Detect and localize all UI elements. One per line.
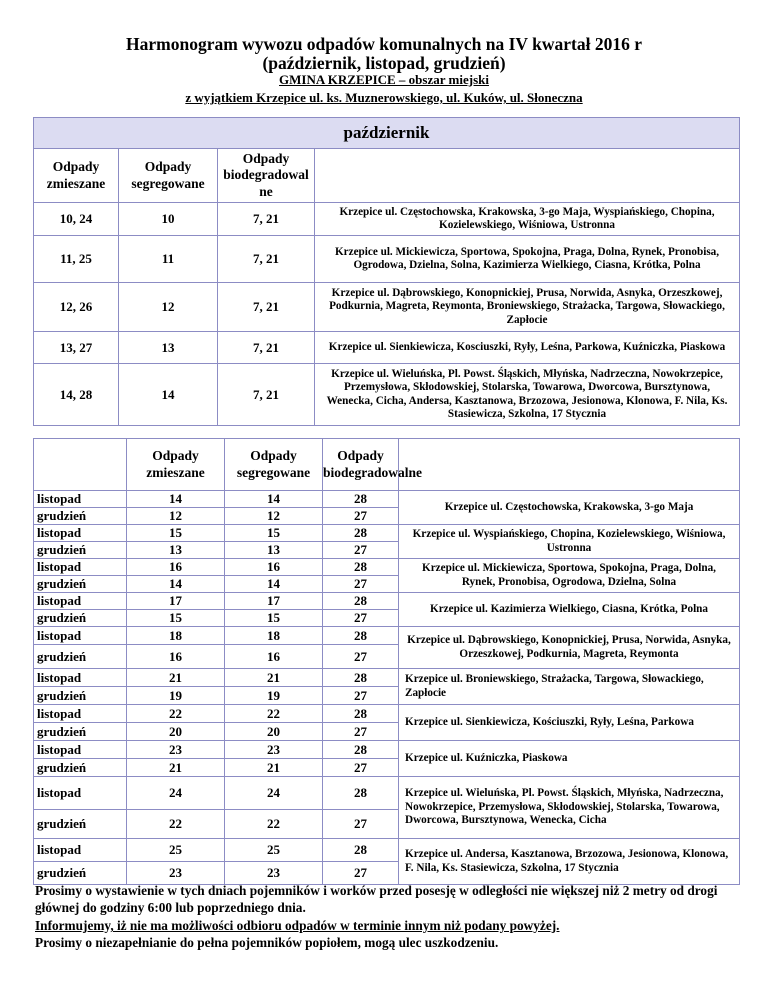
novdec-row	[34, 525, 740, 542]
novdec-bio-day: 28	[323, 839, 399, 862]
row-month-label: listopad	[34, 741, 127, 759]
october-mixed-dates: 11, 25	[34, 236, 119, 283]
novdec-segregated-day: 21	[225, 669, 323, 687]
novdec-mixed-day: 25	[127, 839, 225, 862]
novdec-segregated-day: 22	[225, 705, 323, 723]
novdec-bio-day: 27	[323, 687, 399, 705]
row-month-label: listopad	[34, 559, 127, 576]
october-segregated-dates: 11	[119, 236, 218, 283]
novdec-streets: Krzepice ul. Broniewskiego, Strażacka, Targowa, Słowackiego, Zapłocie	[399, 669, 740, 705]
row-month-label: listopad	[34, 525, 127, 542]
row-month-label: listopad	[34, 705, 127, 723]
novdec-segregated-day: 15	[225, 525, 323, 542]
novdec-bio-day: 27	[323, 810, 399, 839]
col-header-bio: Odpady biodegradowalne	[323, 439, 399, 491]
novdec-bio-day: 27	[323, 723, 399, 741]
row-month-label: listopad	[34, 491, 127, 508]
novdec-bio-day: 27	[323, 759, 399, 777]
october-mixed-dates: 10, 24	[34, 203, 119, 236]
col-header-bio-part: biodegradowal	[223, 167, 309, 183]
novdec-bio-day: 28	[323, 491, 399, 508]
novdec-mixed-day: 21	[127, 759, 225, 777]
novdec-segregated-day: 15	[225, 610, 323, 627]
novdec-row	[34, 705, 740, 723]
row-month-label: grudzień	[34, 542, 127, 559]
col-header-month-empty	[34, 439, 127, 491]
novdec-segregated-day: 23	[225, 862, 323, 885]
col-header-segregated: Odpady segregowane	[119, 149, 218, 203]
novdec-streets: Krzepice ul. Kuźniczka, Piaskowa	[399, 741, 740, 777]
row-month-label: grudzień	[34, 576, 127, 593]
novdec-bio-day: 27	[323, 862, 399, 885]
novdec-streets: Krzepice ul. Dąbrowskiego, Konopnickiej, Prusa, Norwida, Asnyka, Orzeszkowej, Podkurnia, Magreta, Reymonta	[399, 627, 740, 669]
october-schedule-table	[33, 117, 740, 426]
october-streets: Krzepice ul. Sienkiewicza, Kosciuszki, Ryły, Leśna, Parkowa, Kuźniczka, Piaskowa	[315, 332, 740, 364]
row-month-label: listopad	[34, 839, 127, 862]
novdec-segregated-day: 16	[225, 645, 323, 669]
novdec-segregated-day: 14	[225, 576, 323, 593]
novdec-row	[34, 559, 740, 576]
novdec-bio-day: 28	[323, 525, 399, 542]
novdec-row	[34, 491, 740, 508]
novdec-bio-day: 28	[323, 559, 399, 576]
footer-warning: Prosimy o niezapełnianie do pełna pojemników popiołem, mogą ulec uszkodzeniu.	[35, 935, 499, 950]
novdec-bio-day: 28	[323, 669, 399, 687]
novdec-segregated-day: 22	[225, 810, 323, 839]
col-header-streets-empty	[315, 149, 740, 203]
row-month-label: grudzień	[34, 610, 127, 627]
row-month-label: listopad	[34, 627, 127, 645]
novdec-segregated-day: 24	[225, 777, 323, 810]
row-month-label: grudzień	[34, 810, 127, 839]
novdec-segregated-day: 17	[225, 593, 323, 610]
novdec-segregated-day: 18	[225, 627, 323, 645]
row-month-label: grudzień	[34, 759, 127, 777]
novdec-bio-day: 28	[323, 705, 399, 723]
october-mixed-dates: 13, 27	[34, 332, 119, 364]
row-month-label: listopad	[34, 669, 127, 687]
novdec-schedule-table	[33, 438, 740, 885]
novdec-row	[34, 669, 740, 687]
novdec-mixed-day: 22	[127, 705, 225, 723]
col-header-bio	[218, 149, 315, 203]
novdec-segregated-day: 25	[225, 839, 323, 862]
novdec-mixed-day: 15	[127, 610, 225, 627]
row-month-label: grudzień	[34, 723, 127, 741]
footer-information: Informujemy, iż nie ma możliwości odbioru odpadów w terminie innym niż podany powyżej.	[35, 918, 560, 933]
october-streets: Krzepice ul. Częstochowska, Krakowska, 3-go Maja, Wyspiańskiego, Chopina, Kozielewskiego, Wiśniowa, Ustronna	[315, 203, 740, 236]
novdec-streets: Krzepice ul. Mickiewicza, Sportowa, Spokojna, Praga, Dolna, Rynek, Pronobisa, Ogrodowa, Dzielna, Solna	[399, 559, 740, 593]
col-header-bio-part: ne	[259, 183, 273, 199]
novdec-segregated-day: 20	[225, 723, 323, 741]
october-streets: Krzepice ul. Wieluńska, Pl. Powst. Śląskich, Młyńska, Nadrzeczna, Nowokrzepice, Przemysłowa, Skłodowskiej, Stolarska, Towarowa, Dworcowa, Bursztynowa, Wenecka, Cicha, Andersa, Kasztanowa, Brzozowa, Jesionowa, Klonowa, F. Nila, Ks. Stasiewicza, Szkolna, 17 Stycznia	[315, 364, 740, 426]
novdec-row	[34, 777, 740, 810]
row-month-label: grudzień	[34, 508, 127, 525]
novdec-streets: Krzepice ul. Sienkiewicza, Kościuszki, Ryły, Leśna, Parkowa	[399, 705, 740, 741]
novdec-mixed-day: 20	[127, 723, 225, 741]
page-subtitle: (październik, listopad, grudzień)	[262, 53, 506, 73]
october-bio-dates: 7, 21	[218, 364, 315, 426]
row-month-label: grudzień	[34, 687, 127, 705]
novdec-row	[34, 593, 740, 610]
novdec-mixed-day: 17	[127, 593, 225, 610]
october-bio-dates: 7, 21	[218, 203, 315, 236]
october-bio-dates: 7, 21	[218, 236, 315, 283]
october-bio-dates: 7, 21	[218, 332, 315, 364]
row-month-label: listopad	[34, 777, 127, 810]
novdec-mixed-day: 15	[127, 525, 225, 542]
novdec-streets: Krzepice ul. Częstochowska, Krakowska, 3-go Maja	[399, 491, 740, 525]
novdec-bio-day: 27	[323, 610, 399, 627]
novdec-bio-day: 27	[323, 645, 399, 669]
october-mixed-dates: 12, 26	[34, 283, 119, 332]
novdec-streets: Krzepice ul. Kazimierza Wielkiego, Ciasna, Krótka, Polna	[399, 593, 740, 627]
col-header-mixed: Odpady zmieszane	[127, 439, 225, 491]
novdec-bio-day: 27	[323, 576, 399, 593]
october-row	[34, 283, 740, 332]
october-mixed-dates: 14, 28	[34, 364, 119, 426]
row-month-label: grudzień	[34, 862, 127, 885]
october-segregated-dates: 10	[119, 203, 218, 236]
row-month-label: listopad	[34, 593, 127, 610]
novdec-streets: Krzepice ul. Andersa, Kasztanowa, Brzozowa, Jesionowa, Klonowa, F. Nila, Ks. Stasiewicza, Szkolna, 17 Stycznia	[399, 839, 740, 885]
novdec-row	[34, 741, 740, 759]
october-bio-dates: 7, 21	[218, 283, 315, 332]
novdec-bio-day: 27	[323, 508, 399, 525]
october-month-header: październik	[34, 118, 740, 149]
novdec-streets: Krzepice ul. Wieluńska, Pl. Powst. Śląskich, Młyńska, Nadrzeczna, Nowokrzepice, Przemysłowa, Skłodowskiej, Stolarska, Towarowa, Dworcowa, Bursztynowa, Wenecka, Cicha	[399, 777, 740, 839]
october-segregated-dates: 14	[119, 364, 218, 426]
october-row	[34, 236, 740, 283]
novdec-mixed-day: 18	[127, 627, 225, 645]
october-streets: Krzepice ul. Mickiewicza, Sportowa, Spokojna, Praga, Dolna, Rynek, Pronobisa, Ogrodowa, Dzielna, Solna, Kazimierza Wielkiego, Ciasna, Krótka, Polna	[315, 236, 740, 283]
october-segregated-dates: 13	[119, 332, 218, 364]
novdec-segregated-day: 14	[225, 491, 323, 508]
october-segregated-dates: 12	[119, 283, 218, 332]
gmina-label: GMINA KRZEPICE – obszar miejski	[279, 72, 489, 87]
novdec-segregated-day: 19	[225, 687, 323, 705]
col-header-mixed: Odpady zmieszane	[34, 149, 119, 203]
october-row	[34, 203, 740, 236]
novdec-mixed-day: 16	[127, 645, 225, 669]
page-title: Harmonogram wywozu odpadów komunalnych na IV kwartał 2016 r	[126, 34, 642, 54]
col-header-bio-part: Odpady	[242, 151, 290, 167]
novdec-mixed-day: 14	[127, 491, 225, 508]
novdec-mixed-day: 19	[127, 687, 225, 705]
novdec-bio-day: 28	[323, 741, 399, 759]
novdec-bio-day: 28	[323, 593, 399, 610]
novdec-mixed-day: 23	[127, 862, 225, 885]
novdec-segregated-day: 21	[225, 759, 323, 777]
exception-note: z wyjątkiem Krzepice ul. ks. Muznerowskiego, ul. Kuków, ul. Słoneczna	[185, 90, 583, 105]
novdec-row	[34, 839, 740, 862]
novdec-segregated-day: 12	[225, 508, 323, 525]
row-month-label: grudzień	[34, 645, 127, 669]
novdec-mixed-day: 23	[127, 741, 225, 759]
novdec-segregated-day: 16	[225, 559, 323, 576]
novdec-mixed-day: 21	[127, 669, 225, 687]
col-header-streets-empty	[399, 439, 740, 491]
novdec-mixed-day: 12	[127, 508, 225, 525]
novdec-row	[34, 627, 740, 645]
novdec-mixed-day: 16	[127, 559, 225, 576]
footer-notice: Prosimy o wystawienie w tych dniach pojemników i worków przed posesję w odległości nie większej niż 2 metry od drogi głównej do godziny 6:00 lub poprzedniego dnia.	[35, 883, 718, 915]
novdec-bio-day: 28	[323, 627, 399, 645]
novdec-mixed-day: 22	[127, 810, 225, 839]
novdec-segregated-day: 23	[225, 741, 323, 759]
october-row	[34, 332, 740, 364]
novdec-mixed-day: 24	[127, 777, 225, 810]
novdec-bio-day: 27	[323, 542, 399, 559]
novdec-bio-day: 28	[323, 777, 399, 810]
col-header-segregated: Odpady segregowane	[225, 439, 323, 491]
october-row	[34, 364, 740, 426]
novdec-mixed-day: 13	[127, 542, 225, 559]
novdec-mixed-day: 14	[127, 576, 225, 593]
novdec-segregated-day: 13	[225, 542, 323, 559]
october-streets: Krzepice ul. Dąbrowskiego, Konopnickiej, Prusa, Norwida, Asnyka, Orzeszkowej, Podkurnia, Magreta, Reymonta, Broniewskiego, Strażacka, Targowa, Słowackiego, Zapłocie	[315, 283, 740, 332]
novdec-streets: Krzepice ul. Wyspiańskiego, Chopina, Kozielewskiego, Wiśniowa, Ustronna	[399, 525, 740, 559]
